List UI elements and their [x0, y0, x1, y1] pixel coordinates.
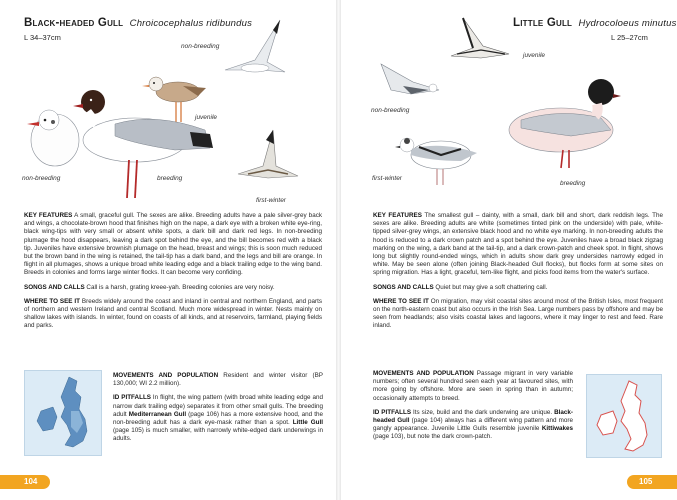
common-name: Black-headed Gull	[24, 17, 124, 29]
label-juvenile: juvenile	[195, 114, 218, 121]
label-non-breeding: non-breeding	[371, 107, 410, 114]
latin-name: Chroicocephalus ridibundus	[129, 18, 253, 29]
right-page	[341, 0, 677, 500]
common-name: Little Gull	[513, 17, 573, 29]
label-non-breeding-top: non-breeding	[181, 43, 220, 50]
songs-paragraph: SONGS AND CALLS Quiet but may give a soft chattering call.	[373, 283, 548, 291]
pitfalls-paragraph: ID PITFALLS Its size, build and the dark underwing are unique. Black-headed Gull (page 104) always has a different wing pattern and more gangly appearance. Juvenile Little Gulls resemble juvenile Kittiwakes (page 103), but note the dark crown-patch.	[373, 408, 574, 441]
distribution-map	[24, 370, 102, 456]
first-winter-gull	[395, 138, 477, 185]
movements-paragraph: MOVEMENTS AND POPULATION Resident and winter visitor (BP 130,000; WI 2.2 million).	[113, 372, 323, 388]
label-first-winter: first-winter	[372, 175, 402, 182]
page-number: 104	[0, 475, 50, 489]
left-page	[0, 0, 336, 500]
page-number: 105	[627, 475, 677, 489]
where-paragraph: WHERE TO SEE IT On migration, may visit coastal sites around most of the British Isles, most frequent on the north-eastern coast but also occurs in the Irish Sea. Large numbers pass by offshore and may be seen from headlands; also visits coastal lakes and lagoons, where it may linger to rest and feed. Rare inland.	[373, 297, 663, 330]
species-text-lower	[113, 372, 323, 450]
flying-gull-first-winter	[238, 130, 298, 178]
size-label: L 34–37cm	[24, 33, 61, 42]
breeding-adult-gull	[509, 79, 621, 168]
species-text-upper	[373, 212, 663, 337]
breeding-adult-gull	[73, 90, 213, 198]
flying-gull-nonbreeding	[225, 20, 285, 72]
size-label: L 25–27cm	[611, 33, 648, 42]
where-paragraph: WHERE TO SEE IT Breeds widely around the coast and inland in central and northern England, and parts of northern and western Ireland and central Scotland. Much more widespread in winter. Nests mainly on shallow lakes with islands. In winter, found on coasts of all kinds, and at reservoirs, farmland, playing fields and parks.	[24, 297, 323, 330]
pitfalls-paragraph: ID PITFALLS In flight, the wing pattern (with broad white leading edge and narrow dark trailing edge) separates it from other small gulls. The breeding adult Mediterranean Gull (page 106) has a more extensive hood, and the non-breeding adult has a dark eye-mask rather than a spot. Little Gull (page 105) is much smaller, with narrowly white-edged dark underwings in adults.	[113, 394, 324, 443]
flying-gull-juvenile	[451, 18, 509, 58]
label-non-breeding-left: non-breeding	[22, 175, 61, 182]
species-text-lower	[373, 370, 573, 448]
distribution-map	[586, 374, 662, 458]
key-features-paragraph: KEY FEATURES A small, graceful gull. The sexes are alike. Breeding adults have a pale silver-grey back and wings, a chocolate-brown hood that finishes high on the nape, a dark eye with a broken white eye-ring, black wing-tips with very small or absent white spots, a dark bill and dark red legs. In non-breeding plumage the hood disappears, leaving a dark spot behind the eye, and the bill becomes red with a black tip. Juveniles have extensive brownish plumage on the head, breast and wings; this is soon much reduced but the brown band in the wing is retained, the tail-tip has a dark band, and the legs and bill are orange. In flight in all plumages, shows a unique broad white leading edge and a black trailing edge to the wing band. Breeds in colonies and forms large winter flocks. It can become very confiding.	[24, 212, 322, 277]
songs-paragraph: SONGS AND CALLS Call is a harsh, grating kreee-yah. Breeding colonies are very noisy.	[24, 283, 275, 291]
key-features-paragraph: KEY FEATURES The smallest gull – dainty, with a small, dark bill and short, dark reddish legs. The sexes are alike. Breeding adults are white (sometimes tinted pink on the underside) with pale, white-tipped silver-grey wings, an extensive black hood and no white eye marking. In non-breeding adults the hood is reduced to a dark crown patch and a spot behind the eye. Juveniles have a broad black zigzag marking on the wing, a dark band at the tail-tip, and a dark crown-patch and cheek spot. In flight, shows long but slightly round-ended wings, which in adults show dark grey undersides narrowly edged in white. May be seen alone (often joining Black-headed Gull flocks), but flocks form at some sites on spring migration. Has a light, graceful, tern-like flight, and picks food items from the water's surface.	[373, 212, 663, 277]
label-breeding: breeding	[560, 180, 586, 187]
non-breeding-adult-gull	[27, 110, 79, 166]
label-juvenile: juvenile	[523, 52, 546, 59]
uk-map-icon	[25, 371, 103, 457]
species-text-upper	[24, 212, 322, 337]
movements-paragraph: MOVEMENTS AND POPULATION Passage migrant in very variable numbers; often several hundred seen each year at favoured sites, with more going by offshore. More are seen in spring than in autumn; occasionally attempts to breed.	[373, 370, 573, 402]
uk-map-icon	[587, 375, 663, 459]
latin-name: Hydrocoloeus minutus	[578, 18, 677, 29]
flying-gull-nonbreeding	[381, 64, 439, 94]
label-breeding: breeding	[157, 175, 183, 182]
label-first-winter: first-winter	[256, 197, 286, 204]
